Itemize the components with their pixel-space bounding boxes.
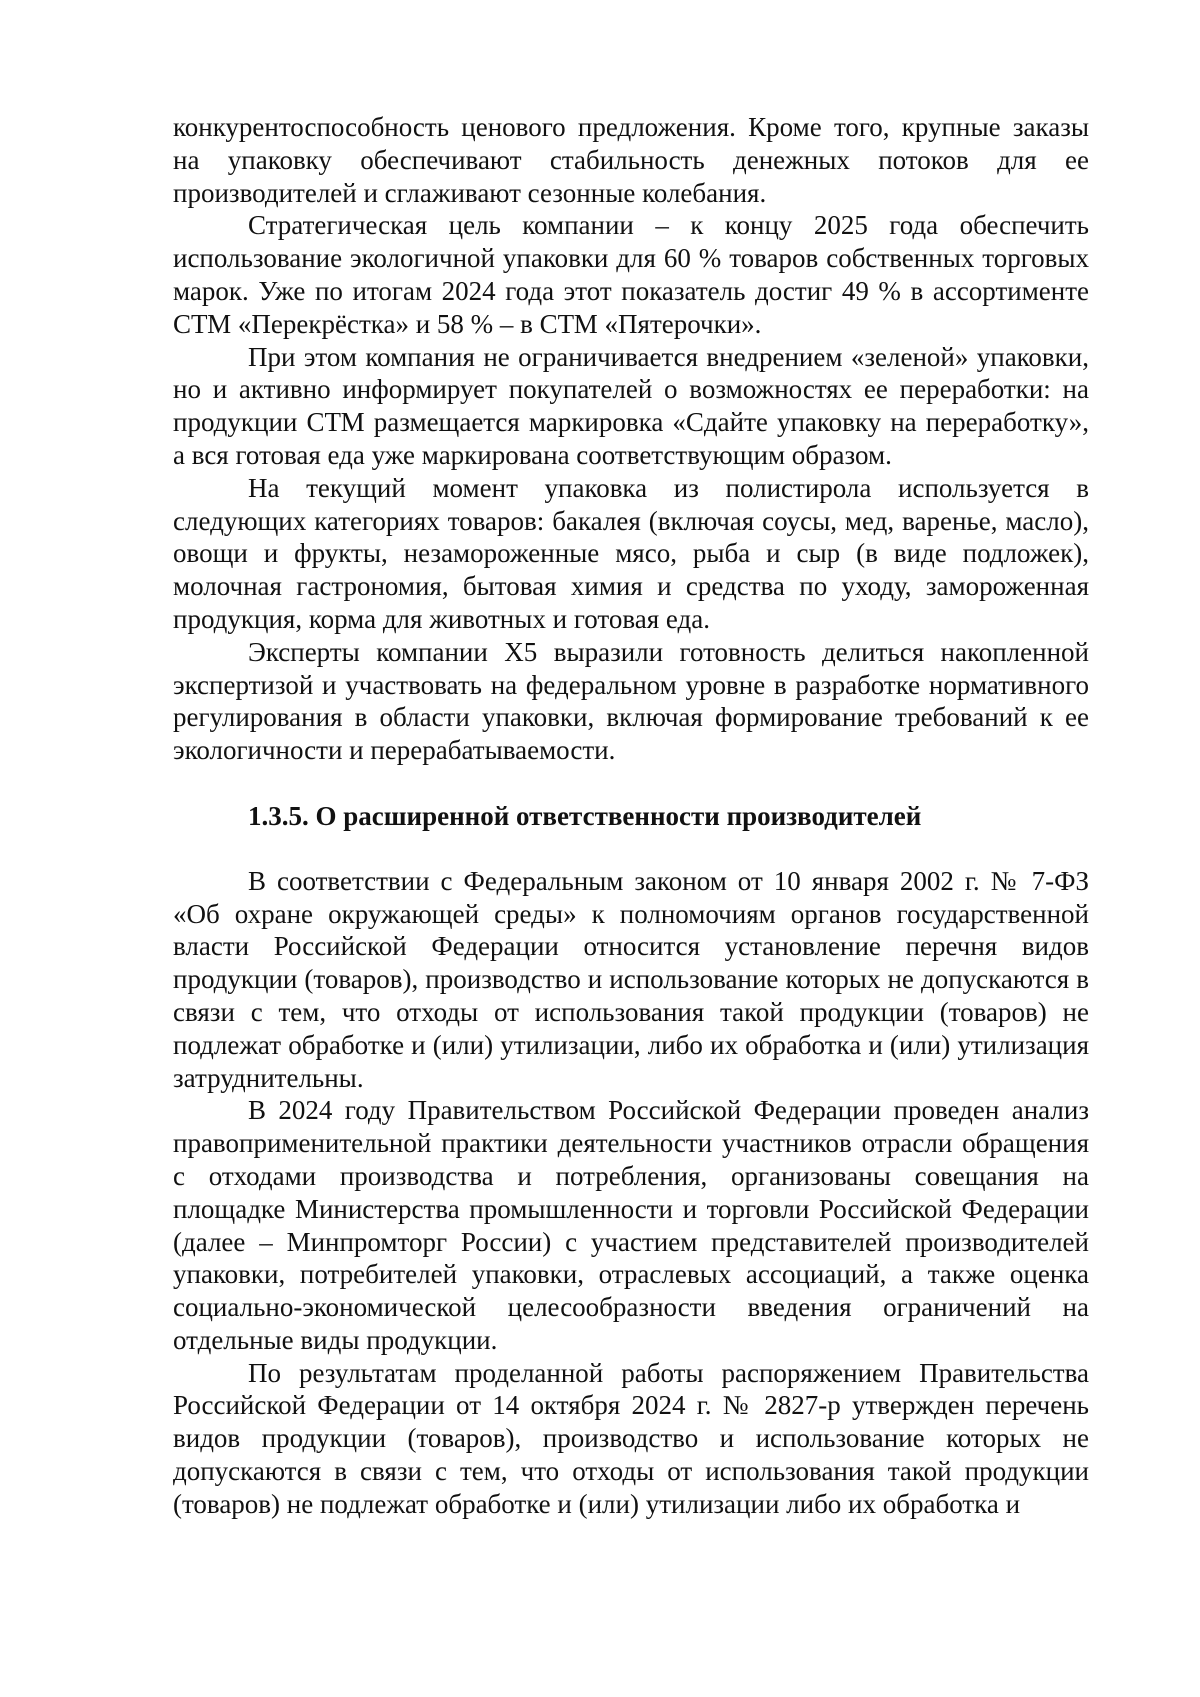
paragraph: конкурентоспособность ценового предложения. Кроме того, крупные заказы на упаковку обеспечивают стабильность денежных потоков для ее производителей и сглаживают сезонные колебания. [173,112,1089,208]
paragraph: По результатам проделанной работы распоряжением Правительства Российской Федерации от 14 октября 2024 г. № 2827-р утвержден перечень видов продукции (товаров), производство и использование которых не допускаются в связи с тем, что отходы от использования такой продукции (товаров) не подлежат обработке и (или) утилизации либо их обработка и [173,1357,1089,1519]
paragraph: Стратегическая цель компании – к концу 2025 года обеспечить использование экологичной упаковки для 60 % товаров собственных торговых марок. Уже по итогам 2024 года этот показатель достиг 49 % в ассортименте СТМ «Перекрёстка» и 58 % – в СТМ «Пятерочки». [173,210,1089,339]
paragraph: В 2024 году Правительством Российской Федерации проведен анализ правоприменительной практики деятельности участников отрасли обращения с отходами производства и потребления, организованы совещания на площадке Министерства промышленности и торговли Российской Федерации (далее – Минпромторг России) с участием представителей производителей упаковки, потребителей упаковки, отраслевых ассоциаций, а также оценка социально-экономической целесообразности введения ограничений на отдельные виды продукции. [173,1095,1089,1355]
section-heading: 1.3.5. О расширенной ответственности производителей [248,800,922,831]
paragraph: На текущий момент упаковка из полистирола используется в следующих категориях товаров: бакалея (включая соусы, мед, варенье, масло), овощи и фрукты, незамороженные мясо, рыба и сыр (в виде подложек), молочная гастрономия, бытовая химия и средства по уходу, замороженная продукция, корма для животных и готовая еда. [173,472,1089,634]
paragraph: В соответствии с Федеральным законом от 10 января 2002 г. № 7-ФЗ «Об охране окружающей среды» к полномочиям органов государственной власти Российской Федерации относится установление перечня видов продукции (товаров), производство и использование которых не допускаются в связи с тем, что отходы от использования такой продукции (товаров) не подлежат обработке и (или) утилизации, либо их обработка и (или) утилизация затруднительны. [173,865,1089,1093]
paragraph: При этом компания не ограничивается внедрением «зеленой» упаковки, но и активно информирует покупателей о возможностях ее переработки: на продукции СТМ размещается маркировка «Сдайте упаковку на переработку», а вся готовая еда уже маркирована соответствующим образом. [173,341,1089,470]
paragraph: Эксперты компании X5 выразили готовность делиться накопленной экспертизой и участвовать на федеральном уровне в разработке нормативного регулирования в области упаковки, включая формирование требований к ее экологичности и перерабатываемости. [173,636,1089,766]
document-page [173,111,1089,1521]
